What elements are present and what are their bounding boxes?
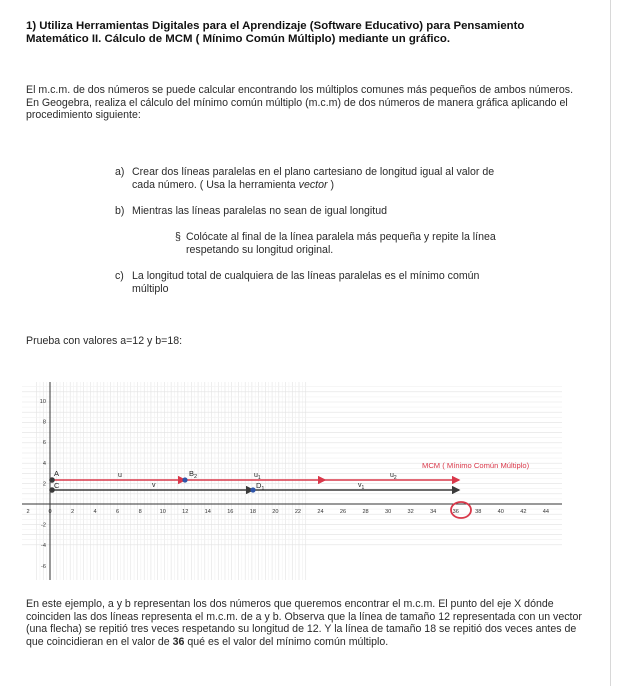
x-tick-label: 38 xyxy=(475,509,482,515)
y-tick-label: 8 xyxy=(42,419,46,426)
closing-text-end: qué es el valor del mínimo común múltiplo. xyxy=(184,635,389,648)
x-tick-label: 20 xyxy=(272,509,279,515)
x-tick-label: 42 xyxy=(520,509,527,515)
step-c-line2: múltiplo xyxy=(132,283,169,295)
x-tick-label: 40 xyxy=(497,509,504,515)
y-tick-label: -2 xyxy=(41,522,46,529)
point-d1 xyxy=(250,487,255,492)
x-tick-label: 6 xyxy=(116,509,120,515)
question-title: 1) Utiliza Herramientas Digitales para el Aprendizaje (Software Educativo) para Pensamiento Matemático II. Cálculo de MCM ( Mínimo Común Múltiplo) mediante un gráfico. xyxy=(26,20,525,45)
label-b2: $B_2$ xyxy=(189,469,198,480)
x-tick-label: 34 xyxy=(430,509,437,515)
sub-bullet-line2: respetando su longitud original. xyxy=(186,244,334,256)
x-tick-label: 44 xyxy=(542,509,549,515)
page-right-border xyxy=(610,0,611,686)
label-v1: $v_1$ xyxy=(358,482,365,491)
y-tick-label: 6 xyxy=(42,440,46,447)
sub-bullet-line1: Colócate al final de la línea paralela más pequeña y repite la línea xyxy=(186,231,496,243)
x-tick-label: 28 xyxy=(362,509,369,515)
label-c: C xyxy=(54,481,60,490)
x-tick-label: 24 xyxy=(317,509,324,515)
step-a-line2-text: cada número. ( Usa la herramienta xyxy=(132,179,299,191)
step-c-marker: c) xyxy=(115,270,124,282)
step-a xyxy=(115,166,555,194)
x-tick-label: 26 xyxy=(339,509,347,515)
x-tick-label: 0 xyxy=(48,509,52,515)
x-tick-label: 18 xyxy=(249,509,256,515)
step-a-line1: Crear dos líneas paralelas en el plano cartesiano de longitud igual al valor de xyxy=(132,166,495,178)
label-u: u xyxy=(118,472,122,479)
intro-paragraph: El m.c.m. de dos números se puede calcular encontrando los múltiplos comunes más pequeños de ambos números. En Geogebra, realiza el cálculo del mínimo común múltiplo (m.c.m) de dos números de manera gráfica aplicando el procedimiento siguiente: xyxy=(26,84,574,122)
point-b2 xyxy=(182,477,187,482)
x-tick-label: 12 xyxy=(182,509,189,515)
x-tick-label: 2 xyxy=(26,509,30,515)
step-a-marker: a) xyxy=(115,166,125,178)
test-values-line: Prueba con valores a=12 y b=18: xyxy=(26,335,183,347)
closing-text: En este ejemplo, a y b representan los dos números que queremos encontrar el m.c.m. El punto del eje X dónde coinciden las dos líneas representa el m.c.m. de a y b. Observa que la línea de tamaño 12 representada con un vector (una flecha) se repitió tres veces respetando su longitud de 12. Y la línea de tamaño 18 se repitió dos veces antes de que coincidieran en el valor de xyxy=(26,598,582,648)
label-v: v xyxy=(152,482,156,489)
closing-bold-36: 36 xyxy=(172,635,185,648)
step-b xyxy=(115,205,555,219)
label-u2: $u_2$ xyxy=(390,472,397,481)
y-tick-label: -4 xyxy=(41,543,46,550)
step-b-sub xyxy=(175,231,575,259)
x-tick-label: 10 xyxy=(159,509,166,515)
x-tick-label: 16 xyxy=(227,509,234,515)
step-a-line2 xyxy=(132,179,334,192)
x-tick-label: 36 xyxy=(452,509,459,515)
x-tick-label: 22 xyxy=(294,509,302,515)
graph-grid xyxy=(22,382,562,580)
step-c-line1: La longitud total de cualquiera de las líneas paralelas es el mínimo común xyxy=(132,270,480,282)
x-tick-label: 14 xyxy=(204,509,211,515)
sub-bullet-marker: § xyxy=(175,231,181,243)
step-b-marker: b) xyxy=(115,205,125,217)
x-tick-label: 8 xyxy=(138,509,142,515)
x-tick-label: 2 xyxy=(70,509,75,515)
step-a-vector-emphasis: vector xyxy=(298,179,328,191)
step-a-line2-end: ) xyxy=(327,179,334,191)
x-tick-label: 32 xyxy=(407,509,414,515)
closing-paragraph xyxy=(26,598,586,648)
mcm-label: MCM ( Mínimo Común Múltiplo) xyxy=(422,461,530,470)
geogebra-graph xyxy=(22,382,562,580)
label-d1: $D_1$ xyxy=(256,481,265,492)
step-b-text: Mientras las líneas paralelas no sean de igual longitud xyxy=(132,205,388,217)
x-tick-label: 30 xyxy=(384,509,392,515)
y-tick-labels xyxy=(40,399,46,570)
y-tick-label: 2 xyxy=(42,481,46,488)
label-u1: $u_1$ xyxy=(254,472,261,481)
y-tick-label: 4 xyxy=(42,460,46,467)
step-c xyxy=(115,270,555,298)
x-tick-label: 4 xyxy=(93,509,97,515)
y-tick-label: 10 xyxy=(39,399,46,405)
y-tick-label: -6 xyxy=(41,563,46,570)
label-a: A xyxy=(54,469,60,478)
